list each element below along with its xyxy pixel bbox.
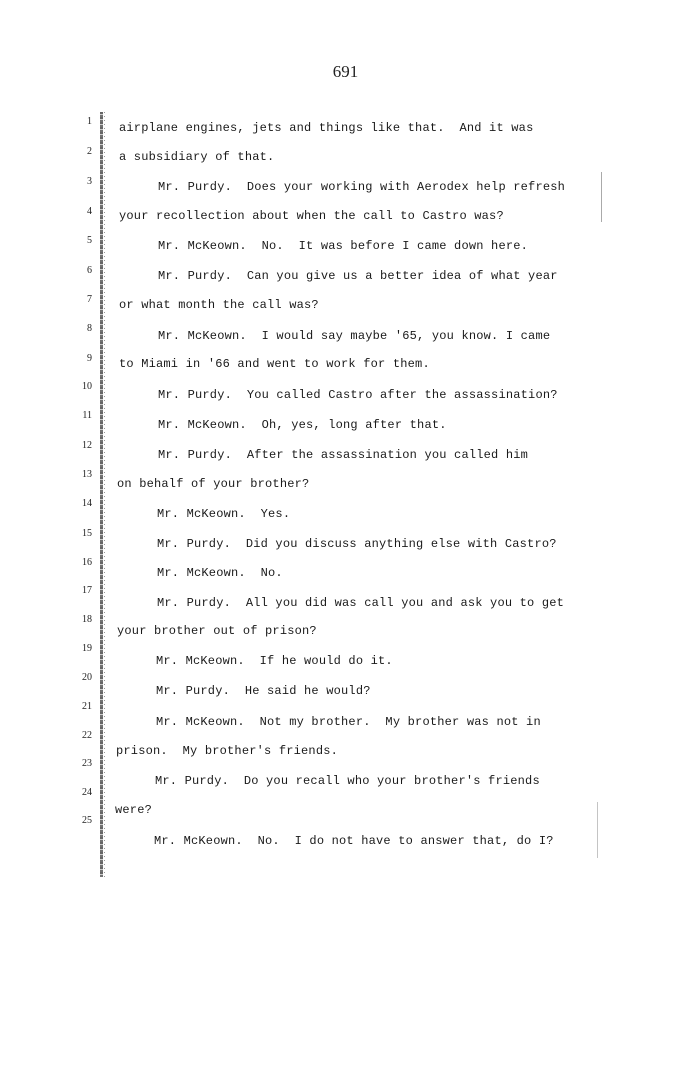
line-number: 5 — [87, 235, 92, 246]
line-number: 21 — [82, 701, 92, 712]
line-number: 10 — [82, 381, 92, 392]
transcript-line: Mr. McKeown. No. It was before I came down here. — [158, 239, 529, 253]
transcript-line: were? — [115, 803, 153, 817]
transcript-line: Mr. Purdy. You called Castro after the assassination? — [158, 388, 558, 402]
transcript-line: your brother out of prison? — [117, 624, 317, 638]
line-number: 2 — [87, 146, 92, 157]
transcript-line: Mr. Purdy. Can you give us a better idea of what year — [158, 269, 558, 283]
line-number: 7 — [87, 294, 92, 305]
line-number: 22 — [82, 730, 92, 741]
transcript-line: a subsidiary of that. — [119, 150, 275, 164]
line-number: 11 — [82, 410, 92, 421]
transcript-line: Mr. McKeown. Yes. — [157, 507, 291, 521]
scan-mark — [597, 802, 598, 858]
line-number: 1 — [87, 116, 92, 127]
line-number: 14 — [82, 498, 92, 509]
line-number: 16 — [82, 557, 92, 568]
transcript-line: Mr. McKeown. Not my brother. My brother was not in — [156, 715, 541, 729]
transcript-line: to Miami in '66 and went to work for them. — [119, 357, 430, 371]
line-number: 13 — [82, 469, 92, 480]
line-number: 15 — [82, 528, 92, 539]
transcript-line: Mr. Purdy. Did you discuss anything else with Castro? — [157, 537, 557, 551]
transcript-line: Mr. McKeown. I would say maybe '65, you know. I came — [158, 329, 551, 343]
line-number: 9 — [87, 353, 92, 364]
scan-mark — [601, 172, 602, 222]
transcript-line: airplane engines, jets and things like that. And it was — [119, 121, 534, 135]
transcript-line: Mr. Purdy. All you did was call you and ask you to get — [157, 596, 565, 610]
line-number: 4 — [87, 206, 92, 217]
transcript-line: prison. My brother's friends. — [116, 744, 339, 758]
line-number: 19 — [82, 643, 92, 654]
line-number: 3 — [87, 176, 92, 187]
transcript-line: Mr. McKeown. Oh, yes, long after that. — [158, 418, 447, 432]
margin-rule-inner — [104, 112, 105, 877]
line-number: 20 — [82, 672, 92, 683]
line-number: 17 — [82, 585, 92, 596]
line-number: 18 — [82, 614, 92, 625]
transcript-line: Mr. Purdy. He said he would? — [156, 684, 371, 698]
transcript-line: on behalf of your brother? — [117, 477, 310, 491]
line-number: 8 — [87, 323, 92, 334]
transcript-line: your recollection about when the call to Castro was? — [119, 209, 504, 223]
transcript-line: Mr. McKeown. No. — [157, 566, 283, 580]
line-number: 24 — [82, 787, 92, 798]
line-number: 6 — [87, 265, 92, 276]
page-number: 691 — [332, 62, 359, 81]
line-number: 12 — [82, 440, 92, 451]
margin-rule — [100, 112, 103, 877]
transcript-line: Mr. Purdy. Does your working with Aerodex help refresh — [158, 180, 566, 194]
line-number: 25 — [82, 815, 92, 826]
transcript-line: Mr. McKeown. No. I do not have to answer that, do I? — [154, 834, 554, 848]
transcript-line: Mr. McKeown. If he would do it. — [156, 654, 393, 668]
line-number: 23 — [82, 758, 92, 769]
transcript-line: or what month the call was? — [119, 298, 319, 312]
transcript-line: Mr. Purdy. Do you recall who your brother's friends — [155, 774, 540, 788]
transcript-line: Mr. Purdy. After the assassination you called him — [158, 448, 529, 462]
